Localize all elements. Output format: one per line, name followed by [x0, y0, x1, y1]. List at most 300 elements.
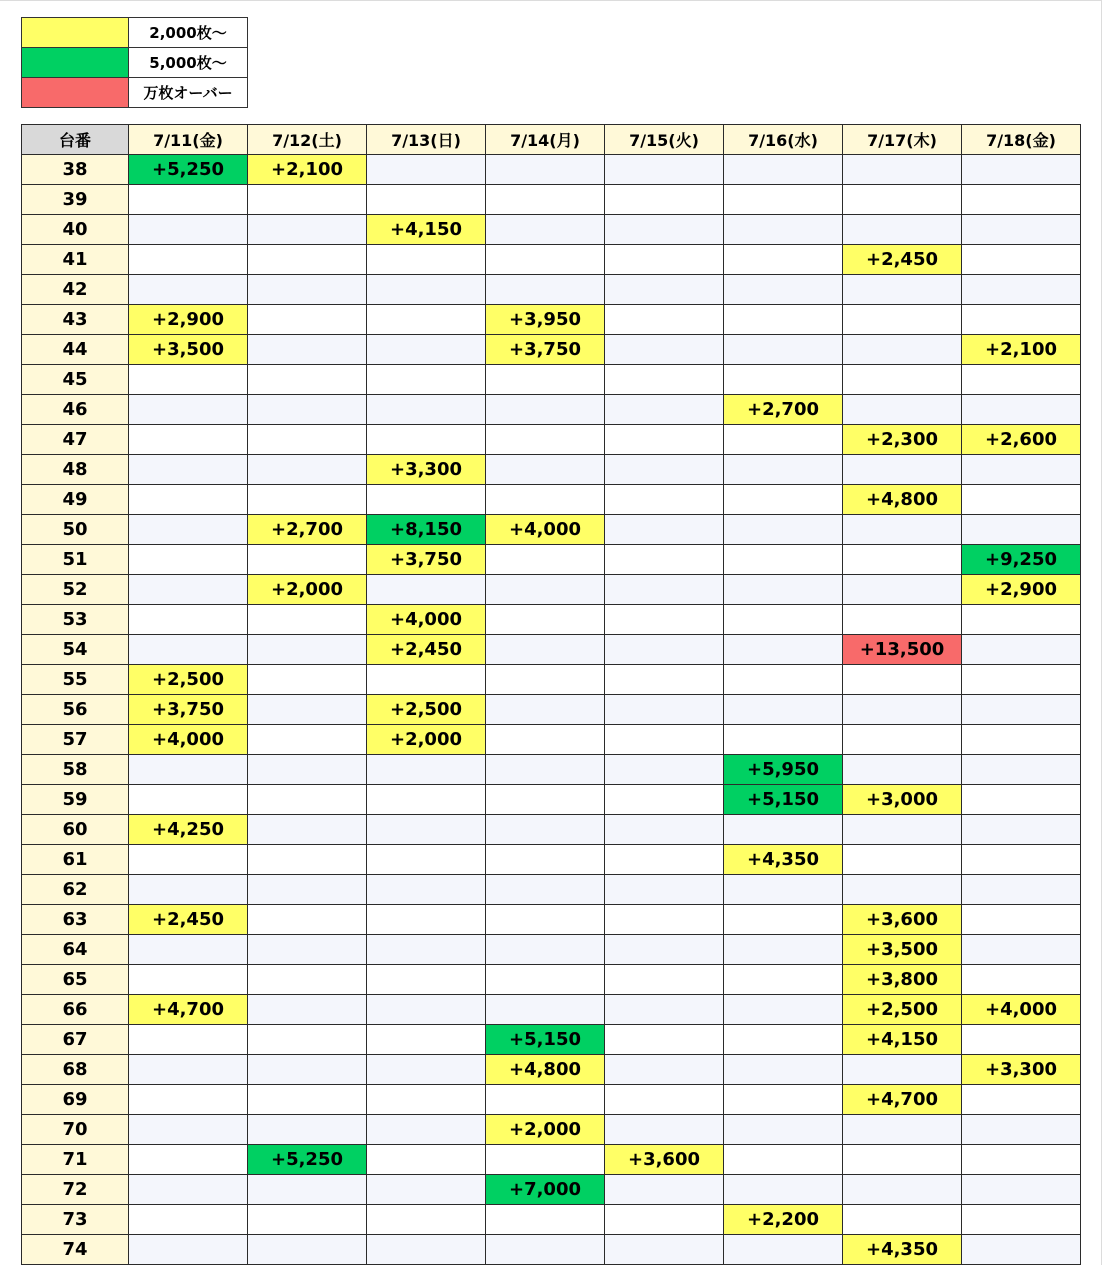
result-cell [605, 365, 724, 395]
table-row [22, 455, 1081, 485]
result-cell [367, 335, 486, 365]
result-cell [129, 515, 248, 545]
result-cell [486, 695, 605, 725]
result-cell [367, 815, 486, 845]
result-cell [248, 185, 367, 215]
result-cell [486, 665, 605, 695]
result-cell [129, 1085, 248, 1115]
result-cell [724, 335, 843, 365]
result-cell: +3,750 [129, 695, 248, 725]
result-cell [367, 155, 486, 185]
table-row [22, 215, 1081, 245]
table-row [22, 1055, 1081, 1085]
result-cell [843, 1055, 962, 1085]
result-cell [248, 815, 367, 845]
result-cell [962, 215, 1081, 245]
table-row [22, 785, 1081, 815]
result-cell: +4,000 [367, 605, 486, 635]
machine-number: 52 [22, 575, 129, 605]
result-cell [605, 635, 724, 665]
result-cell [367, 1025, 486, 1055]
result-cell: +2,500 [367, 695, 486, 725]
date-header: 7/17(木) [843, 125, 962, 155]
table-row [22, 965, 1081, 995]
result-cell: +3,300 [367, 455, 486, 485]
table-row [22, 395, 1081, 425]
result-cell [367, 365, 486, 395]
result-cell: +2,200 [724, 1205, 843, 1235]
result-cell [248, 1025, 367, 1055]
color-legend [21, 17, 248, 108]
machine-number: 51 [22, 545, 129, 575]
result-cell [129, 875, 248, 905]
result-cell: +4,350 [843, 1235, 962, 1265]
result-cell [129, 245, 248, 275]
result-cell [129, 785, 248, 815]
table-row [22, 755, 1081, 785]
result-cell [724, 1175, 843, 1205]
result-cell [843, 365, 962, 395]
result-cell [605, 935, 724, 965]
corner-header: 台番 [22, 125, 129, 155]
table-row [22, 635, 1081, 665]
result-cell [129, 965, 248, 995]
result-cell [962, 1115, 1081, 1145]
machine-number: 49 [22, 485, 129, 515]
result-cell: +4,700 [129, 995, 248, 1025]
result-cell [724, 215, 843, 245]
machine-number: 70 [22, 1115, 129, 1145]
result-cell [367, 1235, 486, 1265]
result-cell [129, 575, 248, 605]
result-cell [486, 935, 605, 965]
result-cell: +4,350 [724, 845, 843, 875]
result-cell [724, 275, 843, 305]
table-row [22, 605, 1081, 635]
result-cell [129, 635, 248, 665]
result-cell [724, 515, 843, 545]
result-cell: +2,300 [843, 425, 962, 455]
result-cell [724, 725, 843, 755]
result-cell [486, 1205, 605, 1235]
table-row [22, 1235, 1081, 1265]
result-cell [724, 635, 843, 665]
result-cell [367, 665, 486, 695]
result-cell [367, 1085, 486, 1115]
result-cell [129, 365, 248, 395]
result-cell [843, 605, 962, 635]
result-cell: +4,150 [843, 1025, 962, 1055]
machine-number: 60 [22, 815, 129, 845]
result-cell: +2,500 [843, 995, 962, 1025]
machine-number: 40 [22, 215, 129, 245]
result-cell [486, 245, 605, 275]
table-row [22, 485, 1081, 515]
result-cell [843, 215, 962, 245]
result-cell: +3,500 [129, 335, 248, 365]
result-cell [486, 905, 605, 935]
result-cell: +2,000 [486, 1115, 605, 1145]
result-cell [248, 905, 367, 935]
result-cell [724, 485, 843, 515]
result-cell [129, 605, 248, 635]
machine-number: 68 [22, 1055, 129, 1085]
result-cell [724, 995, 843, 1025]
result-cell [605, 995, 724, 1025]
result-cell [605, 515, 724, 545]
result-cell [367, 905, 486, 935]
result-cell [605, 545, 724, 575]
result-cell: +2,500 [129, 665, 248, 695]
result-cell [605, 1085, 724, 1115]
result-cell [843, 395, 962, 425]
result-cell [367, 305, 486, 335]
result-cell: +2,450 [129, 905, 248, 935]
result-cell [248, 665, 367, 695]
date-header: 7/15(火) [605, 125, 724, 155]
machine-number: 57 [22, 725, 129, 755]
result-cell [248, 1205, 367, 1235]
result-cell [843, 275, 962, 305]
result-cell [962, 275, 1081, 305]
table-row [22, 545, 1081, 575]
machine-number: 43 [22, 305, 129, 335]
result-cell [962, 695, 1081, 725]
result-cell: +4,700 [843, 1085, 962, 1115]
result-cell [129, 1145, 248, 1175]
machine-number: 55 [22, 665, 129, 695]
result-cell [962, 815, 1081, 845]
result-cell: +5,150 [724, 785, 843, 815]
result-cell [724, 425, 843, 455]
result-cell [486, 575, 605, 605]
result-cell [962, 515, 1081, 545]
table-row [22, 515, 1081, 545]
result-cell [367, 425, 486, 455]
result-cell [724, 365, 843, 395]
result-cell [724, 155, 843, 185]
result-cell [129, 275, 248, 305]
machine-number: 69 [22, 1085, 129, 1115]
result-cell [843, 1205, 962, 1235]
result-cell [486, 395, 605, 425]
result-cell [605, 455, 724, 485]
result-cell [962, 785, 1081, 815]
result-cell [962, 755, 1081, 785]
result-cell [605, 845, 724, 875]
result-cell: +5,150 [486, 1025, 605, 1055]
result-cell [724, 575, 843, 605]
result-cell: +2,700 [248, 515, 367, 545]
result-cell [962, 1175, 1081, 1205]
machine-number: 50 [22, 515, 129, 545]
table-row [22, 155, 1081, 185]
machine-number: 44 [22, 335, 129, 365]
result-cell: +3,600 [843, 905, 962, 935]
result-cell [605, 785, 724, 815]
result-cell [605, 875, 724, 905]
table-row [22, 725, 1081, 755]
table-row [22, 1175, 1081, 1205]
result-cell [605, 965, 724, 995]
result-cell [248, 275, 367, 305]
result-cell [248, 335, 367, 365]
result-cell [962, 395, 1081, 425]
result-cell [248, 485, 367, 515]
result-cell [605, 695, 724, 725]
result-cell [843, 815, 962, 845]
result-cell [367, 1055, 486, 1085]
result-cell [962, 1235, 1081, 1265]
result-cell [962, 155, 1081, 185]
result-cell [486, 635, 605, 665]
machine-number: 72 [22, 1175, 129, 1205]
result-cell [248, 215, 367, 245]
result-cell [248, 995, 367, 1025]
result-cell [486, 965, 605, 995]
date-header: 7/18(金) [962, 125, 1081, 155]
result-cell [724, 185, 843, 215]
result-cell [843, 875, 962, 905]
result-cell: +2,600 [962, 425, 1081, 455]
result-cell: +2,100 [248, 155, 367, 185]
table-row [22, 1085, 1081, 1115]
result-cell: +3,950 [486, 305, 605, 335]
result-cell [605, 1025, 724, 1055]
result-cell [843, 665, 962, 695]
result-cell [486, 605, 605, 635]
table-row [22, 425, 1081, 455]
result-cell: +4,800 [486, 1055, 605, 1085]
result-cell [129, 1025, 248, 1055]
legend-swatch [22, 78, 129, 108]
result-cell [724, 695, 843, 725]
result-cell [248, 755, 367, 785]
result-cell [129, 185, 248, 215]
result-cell [962, 455, 1081, 485]
table-row [22, 875, 1081, 905]
header-row [22, 125, 1081, 155]
result-cell [724, 1085, 843, 1115]
result-cell [129, 545, 248, 575]
result-cell [248, 1085, 367, 1115]
legend-label: 5,000枚～ [129, 48, 248, 78]
result-cell [367, 785, 486, 815]
result-cell: +4,000 [129, 725, 248, 755]
machine-number: 67 [22, 1025, 129, 1055]
result-cell [843, 695, 962, 725]
result-cell [605, 575, 724, 605]
machine-number: 45 [22, 365, 129, 395]
machine-number: 46 [22, 395, 129, 425]
result-cell [724, 605, 843, 635]
result-cell [248, 1115, 367, 1145]
result-cell [605, 1055, 724, 1085]
result-cell [724, 305, 843, 335]
table-row [22, 1205, 1081, 1235]
result-cell [486, 875, 605, 905]
result-cell [129, 215, 248, 245]
result-cell [486, 845, 605, 875]
result-cell [486, 1235, 605, 1265]
result-cell [843, 515, 962, 545]
machine-number: 39 [22, 185, 129, 215]
table-row [22, 575, 1081, 605]
result-cell: +3,000 [843, 785, 962, 815]
result-cell [843, 845, 962, 875]
result-cell: +4,250 [129, 815, 248, 845]
result-cell [843, 185, 962, 215]
result-cell [962, 845, 1081, 875]
machine-number: 74 [22, 1235, 129, 1265]
result-cell [367, 275, 486, 305]
legend-swatch [22, 18, 129, 48]
machine-number: 61 [22, 845, 129, 875]
result-cell [129, 455, 248, 485]
result-cell: +3,600 [605, 1145, 724, 1175]
result-cell [367, 245, 486, 275]
result-cell [605, 665, 724, 695]
result-cell [605, 815, 724, 845]
result-cell [248, 1055, 367, 1085]
date-header: 7/11(金) [129, 125, 248, 155]
legend-swatch [22, 48, 129, 78]
table-row [22, 365, 1081, 395]
result-cell [605, 1235, 724, 1265]
result-cell [962, 935, 1081, 965]
result-cell [724, 965, 843, 995]
result-cell: +4,000 [962, 995, 1081, 1025]
machine-number: 64 [22, 935, 129, 965]
table-row [22, 665, 1081, 695]
result-cell [724, 665, 843, 695]
table-row [22, 845, 1081, 875]
legend-label: 万枚オーバー [129, 78, 248, 108]
results-table [21, 124, 1081, 1265]
result-cell [248, 635, 367, 665]
result-cell [962, 1145, 1081, 1175]
result-cell [129, 1055, 248, 1085]
machine-number: 63 [22, 905, 129, 935]
legend-row [22, 78, 248, 108]
result-cell [605, 155, 724, 185]
table-row [22, 815, 1081, 845]
result-cell [843, 575, 962, 605]
result-cell [605, 395, 724, 425]
result-cell [129, 425, 248, 455]
date-header: 7/13(日) [367, 125, 486, 155]
result-cell: +2,900 [129, 305, 248, 335]
result-cell [962, 965, 1081, 995]
result-cell [605, 275, 724, 305]
legend-row [22, 48, 248, 78]
result-cell: +2,450 [843, 245, 962, 275]
table-row [22, 905, 1081, 935]
result-cell [962, 1085, 1081, 1115]
result-cell [367, 755, 486, 785]
result-cell [843, 305, 962, 335]
machine-number: 48 [22, 455, 129, 485]
frame-top-border [0, 0, 1102, 1]
result-cell [962, 905, 1081, 935]
table-row [22, 1145, 1081, 1175]
result-cell [367, 965, 486, 995]
result-cell: +4,150 [367, 215, 486, 245]
machine-number: 73 [22, 1205, 129, 1235]
machine-number: 71 [22, 1145, 129, 1175]
result-cell [129, 395, 248, 425]
result-cell [486, 545, 605, 575]
table-row [22, 335, 1081, 365]
result-cell [248, 365, 367, 395]
result-cell [248, 935, 367, 965]
result-cell [605, 185, 724, 215]
result-cell [605, 245, 724, 275]
result-cell [962, 605, 1081, 635]
legend-body [22, 18, 248, 108]
result-cell [367, 185, 486, 215]
table-row [22, 245, 1081, 275]
result-cell [605, 725, 724, 755]
table-row [22, 1115, 1081, 1145]
result-cell [248, 605, 367, 635]
legend-row [22, 18, 248, 48]
machine-number: 42 [22, 275, 129, 305]
result-cell [486, 815, 605, 845]
result-cell: +3,750 [486, 335, 605, 365]
result-cell [486, 455, 605, 485]
result-cell [129, 1175, 248, 1205]
result-cell [843, 335, 962, 365]
result-cell [962, 485, 1081, 515]
result-cell [605, 1115, 724, 1145]
table-row [22, 935, 1081, 965]
table-header [22, 125, 1081, 155]
result-cell: +13,500 [843, 635, 962, 665]
result-cell [605, 605, 724, 635]
result-cell [962, 1025, 1081, 1055]
result-cell [248, 785, 367, 815]
result-cell: +7,000 [486, 1175, 605, 1205]
table-row [22, 1025, 1081, 1055]
table-row [22, 305, 1081, 335]
result-cell [962, 185, 1081, 215]
result-cell [248, 965, 367, 995]
result-cell: +3,750 [367, 545, 486, 575]
result-cell [962, 365, 1081, 395]
result-cell [843, 755, 962, 785]
result-cell: +9,250 [962, 545, 1081, 575]
result-cell [486, 785, 605, 815]
result-cell: +8,150 [367, 515, 486, 545]
result-cell [248, 1235, 367, 1265]
result-cell [724, 1145, 843, 1175]
result-cell [367, 845, 486, 875]
result-cell [248, 305, 367, 335]
result-cell [129, 935, 248, 965]
result-cell [486, 275, 605, 305]
machine-number: 47 [22, 425, 129, 455]
result-cell [486, 215, 605, 245]
date-header: 7/12(土) [248, 125, 367, 155]
machine-number: 41 [22, 245, 129, 275]
result-cell: +5,250 [248, 1145, 367, 1175]
table-row [22, 695, 1081, 725]
result-cell [486, 995, 605, 1025]
result-cell [724, 245, 843, 275]
result-cell: +4,800 [843, 485, 962, 515]
machine-number: 56 [22, 695, 129, 725]
